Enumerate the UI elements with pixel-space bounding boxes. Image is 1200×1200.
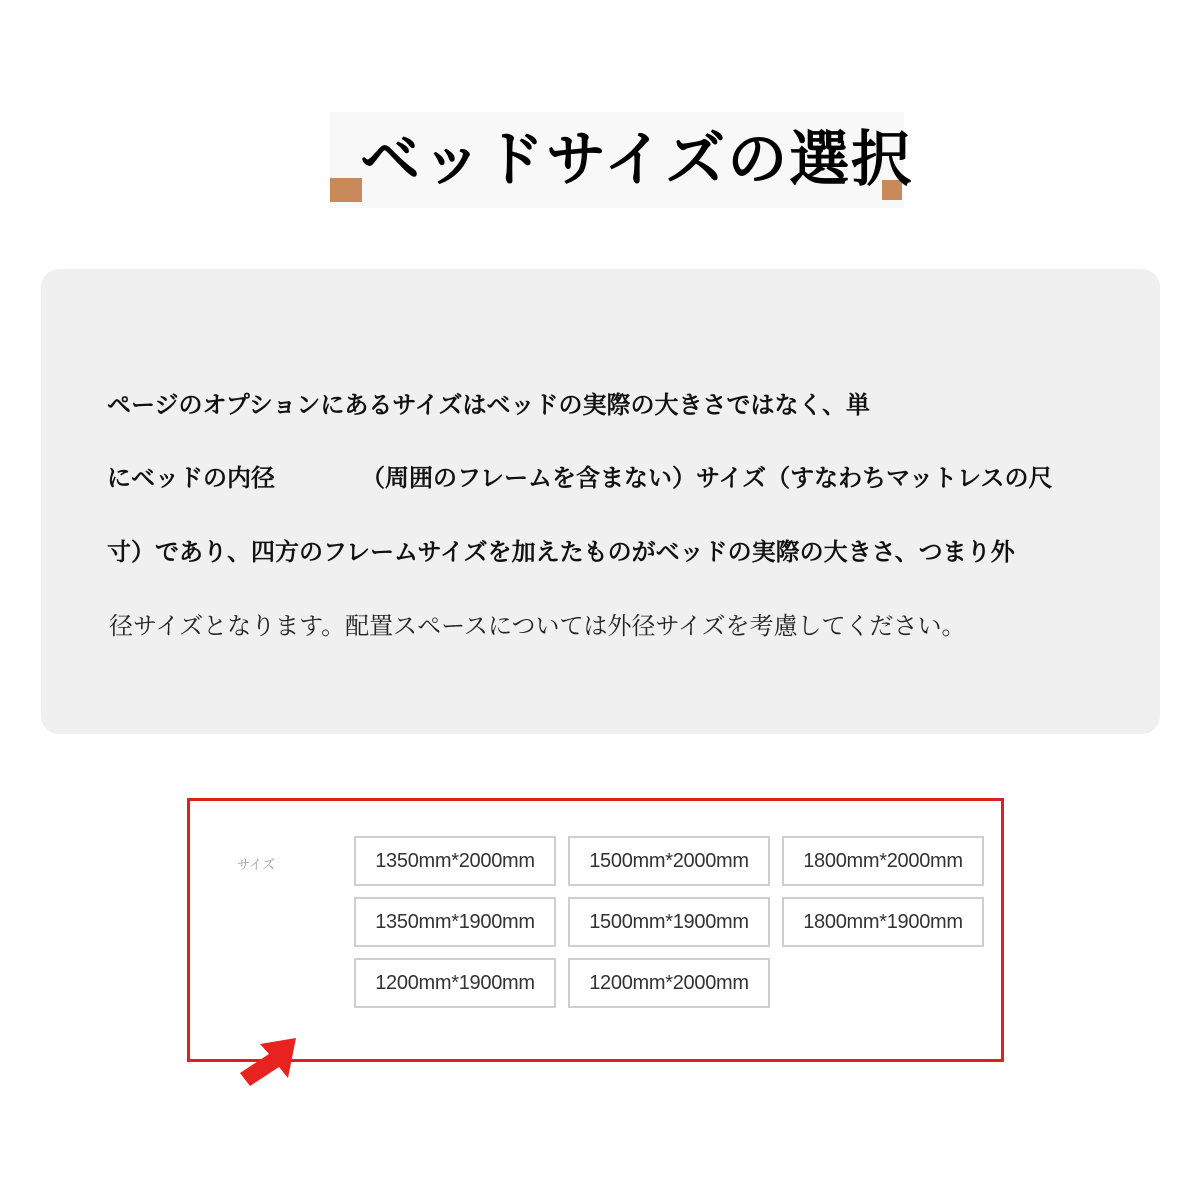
red-arrow-icon bbox=[236, 1036, 300, 1088]
page-title: ベッドサイズの選択 bbox=[360, 125, 914, 195]
notice-line-2 bbox=[107, 458, 1052, 493]
size-option-1200x2000[interactable]: 1200mm*2000mm bbox=[568, 958, 770, 1008]
size-label: サイズ bbox=[237, 858, 275, 873]
size-option-1200x1900[interactable]: 1200mm*1900mm bbox=[354, 958, 556, 1008]
notice-line-2-part-1: にベッドの内径 bbox=[107, 464, 275, 492]
notice-panel bbox=[41, 269, 1160, 734]
size-option-1500x1900[interactable]: 1500mm*1900mm bbox=[568, 897, 770, 947]
size-option-1500x2000[interactable]: 1500mm*2000mm bbox=[568, 836, 770, 886]
title-decoration-left bbox=[330, 178, 362, 202]
notice-line-1: ページのオプションにあるサイズはベッドの実際の大きさではなく、単 bbox=[107, 391, 870, 419]
size-option-1350x2000[interactable]: 1350mm*2000mm bbox=[354, 836, 556, 886]
notice-line-2-part-2: （周囲のフレームを含まない）サイズ（すなわちマットレスの尺 bbox=[361, 464, 1053, 492]
size-option-1350x1900[interactable]: 1350mm*1900mm bbox=[354, 897, 556, 947]
size-option-1800x1900[interactable]: 1800mm*1900mm bbox=[782, 897, 984, 947]
notice-line-4: 径サイズとなります。配置スペースについては外径サイズを考慮してください。 bbox=[109, 612, 966, 640]
size-option-1800x2000[interactable]: 1800mm*2000mm bbox=[782, 836, 984, 886]
notice-line-3: 寸）であり、四方のフレームサイズを加えたものがベッドの実際の大きさ、つまり外 bbox=[107, 538, 1015, 566]
